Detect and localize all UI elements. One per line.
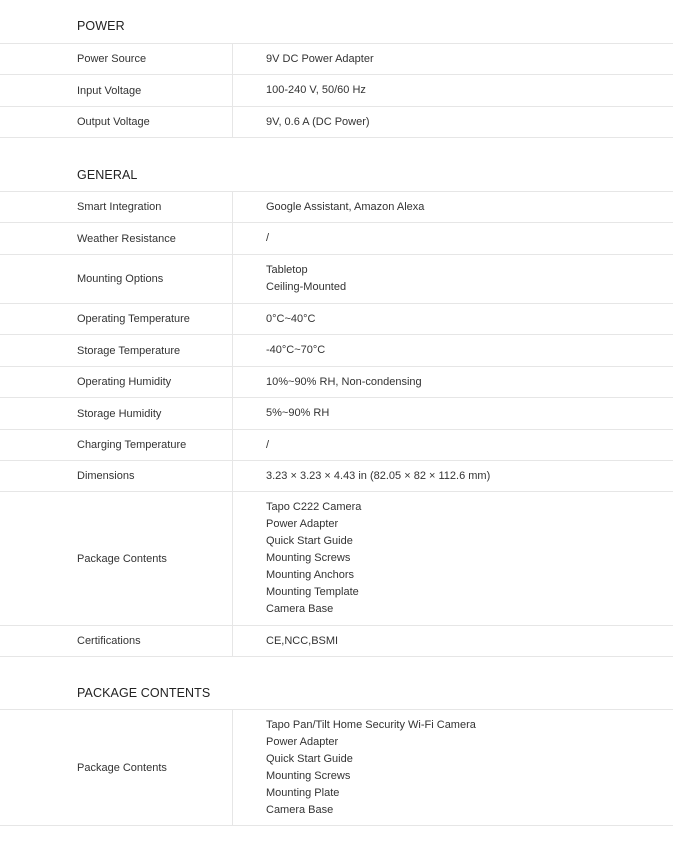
spec-value-line: / [266, 438, 270, 451]
spec-value [233, 304, 673, 334]
spec-label: Charging Temperature [0, 430, 233, 460]
spec-value-line: Quick Start Guide [266, 752, 353, 765]
spec-value [233, 44, 673, 74]
spec-row-operating-humidity [0, 367, 673, 398]
spec-label: Power Source [0, 44, 233, 74]
spec-value-line: 9V DC Power Adapter [266, 52, 374, 65]
spec-label: Package Contents [0, 492, 233, 625]
section-power [0, 0, 673, 138]
spec-row-package-contents [0, 710, 673, 826]
section-title-general: GENERAL [0, 162, 673, 192]
spec-row-smart-integration [0, 192, 673, 223]
spec-value [233, 335, 673, 366]
spec-value-line: Power Adapter [266, 735, 339, 748]
spec-value-line: -40°C~70°C [266, 344, 326, 356]
spec-value-line: Tapo Pan/Tilt Home Security Wi-Fi Camera [266, 718, 476, 731]
spec-value-line: Quick Start Guide [266, 535, 353, 547]
spec-value-line: Google Assistant, Amazon Alexa [266, 200, 425, 213]
spec-row-dimensions [0, 461, 673, 492]
spec-row-charging-temperature [0, 430, 673, 461]
spec-value [233, 192, 673, 222]
spec-value [233, 367, 673, 397]
spec-value [233, 430, 673, 460]
spec-value-line: / [266, 232, 270, 244]
spec-value-line: Camera Base [266, 803, 334, 816]
spec-label: Operating Temperature [0, 304, 233, 334]
spec-value [233, 255, 673, 303]
spec-row-mounting-options [0, 255, 673, 304]
spec-label: Storage Temperature [0, 335, 233, 366]
spec-value-line: 100-240 V, 50/60 Hz [266, 84, 366, 96]
spec-row-output-voltage [0, 107, 673, 138]
spec-row-power-source [0, 44, 673, 75]
spec-value-line: Power Adapter [266, 518, 339, 530]
spec-value [233, 75, 673, 106]
spec-value-line: Tabletop [266, 264, 308, 276]
spec-value-line: Mounting Anchors [266, 569, 355, 581]
spec-value [233, 626, 673, 656]
spec-value [233, 107, 673, 137]
spec-value [233, 492, 673, 625]
spec-value [233, 710, 673, 825]
spec-row-weather-resistance [0, 223, 673, 255]
spec-value [233, 223, 673, 254]
spec-value-line: Mounting Template [266, 586, 359, 598]
spec-value-line: 9V, 0.6 A (DC Power) [266, 115, 370, 128]
spec-row-operating-temperature [0, 304, 673, 335]
spec-value-line: Mounting Plate [266, 786, 340, 799]
spec-value [233, 461, 673, 491]
spec-label: Certifications [0, 626, 233, 656]
spec-row-storage-temperature [0, 335, 673, 367]
spec-label: Mounting Options [0, 255, 233, 303]
spec-value-line: CE,NCC,BSMI [266, 634, 339, 647]
spec-label: Dimensions [0, 461, 233, 491]
spec-value-line: Camera Base [266, 603, 334, 615]
spec-value-line: 3.23 × 3.23 × 4.43 in (82.05 × 82 × 112.6 mm) [266, 469, 491, 482]
spec-value-line: Mounting Screws [266, 552, 351, 564]
spec-label: Storage Humidity [0, 398, 233, 429]
section-gap [0, 138, 673, 162]
spec-label: Output Voltage [0, 107, 233, 137]
spec-row-input-voltage [0, 75, 673, 107]
spec-label: Operating Humidity [0, 367, 233, 397]
section-general [0, 162, 673, 657]
section-title-package-contents: PACKAGE CONTENTS [0, 680, 673, 710]
spec-label: Smart Integration [0, 192, 233, 222]
section-gap [0, 657, 673, 680]
spec-value-line: Tapo C222 Camera [266, 501, 362, 513]
spec-label: Input Voltage [0, 75, 233, 106]
spec-row-storage-humidity [0, 398, 673, 430]
spec-row-certifications [0, 626, 673, 657]
spec-value [233, 398, 673, 429]
spec-value-line: 0°C~40°C [266, 312, 316, 325]
section-title-power: POWER [0, 0, 673, 44]
spec-label: Weather Resistance [0, 223, 233, 254]
spec-row-package-contents [0, 492, 673, 626]
spec-value-line: 10%~90% RH, Non-condensing [266, 375, 422, 388]
spec-value-line: 5%~90% RH [266, 407, 330, 419]
spec-label: Package Contents [0, 710, 233, 825]
section-package-contents [0, 680, 673, 826]
spec-value-line: Mounting Screws [266, 769, 351, 782]
spec-value-line: Ceiling-Mounted [266, 281, 347, 293]
